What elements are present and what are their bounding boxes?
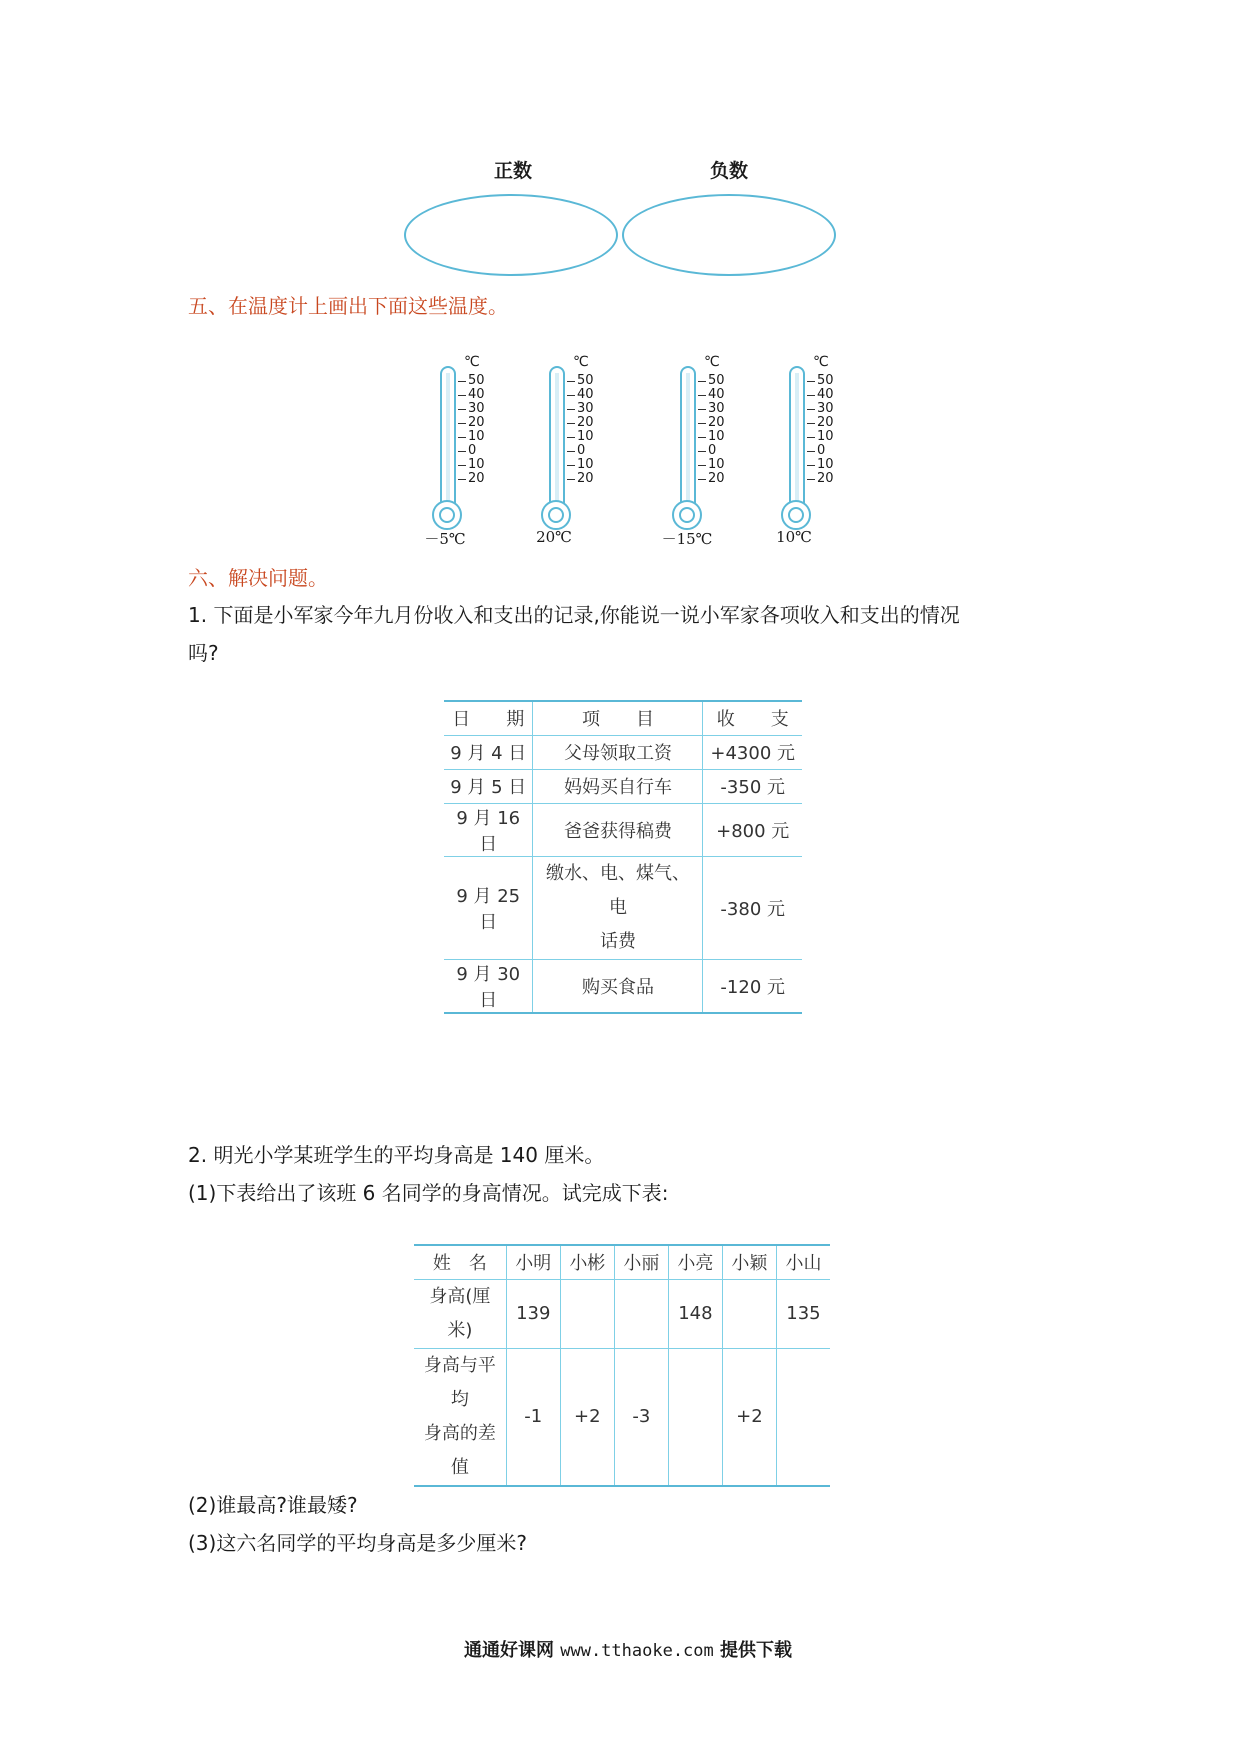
unit-label: ℃ [464,354,480,370]
header-name: 姓 名 [414,1245,506,1279]
diff-row: 身高与平 均 身高的差 值 -1 +2 -3 +2 [414,1348,830,1486]
unit-label: ℃ [813,354,829,370]
header-height: 身高(厘 米) [414,1279,506,1348]
header-diff: 身高与平 均 身高的差 值 [414,1348,506,1486]
footer-site-name: 通通好课网 [463,1640,554,1661]
thermometer-target-1: －5℃ [424,530,466,548]
footer [458,1636,798,1662]
thermometer-target-2: 20℃ [536,528,572,546]
question2-sub3: (3)这六名同学的平均身高是多少厘米? [188,1531,527,1555]
header-item: 项 目 [533,701,703,735]
thermometer-target-4: 10℃ [776,528,812,546]
thermometer-1[interactable]: ℃ 50 40 30 20 10 0 10 20 －5℃ [424,360,534,540]
negative-label: 负数 [710,160,749,182]
table-row: 9 月 25 日 缴水、电、煤气、电 话费 -380 元 [444,856,802,959]
thermometer-3[interactable]: ℃ 50 40 30 20 10 0 10 20 －15℃ [664,360,774,540]
positive-label: 正数 [494,160,533,182]
table-row: 9 月 4 日 父母领取工资 +4300 元 [444,735,802,769]
thermometer-2[interactable]: ℃ 50 40 30 20 10 0 10 20 20℃ [533,360,643,540]
table-row: 9 月 16 日 爸爸获得稿费 +800 元 [444,803,802,856]
table-row: 9 月 30 日 购买食品 -120 元 [444,959,802,1013]
table-row: 9 月 5 日 妈妈买自行车 -350 元 [444,769,802,803]
unit-label: ℃ [704,354,720,370]
header-date: 日 期 [444,701,533,735]
section6-title: 六、解决问题。 [188,566,328,590]
income-expense-table [444,700,802,1014]
footer-suffix: 提供下载 [720,1640,793,1661]
footer-url[interactable]: www.tthaoke.com [560,1641,714,1661]
thermometer-target-3: －15℃ [661,530,713,548]
height-row: 身高(厘 米) 139 148 135 [414,1279,830,1348]
header-amount: 收 支 [703,701,802,735]
question2-text: 2. 明光小学某班学生的平均身高是 140 厘米。 (1)下表给出了该班 6 名同学的身高情况。试完成下表: [188,1143,669,1205]
positive-oval[interactable] [404,194,618,276]
question2-sub2: (2)谁最高?谁最矮? [188,1493,358,1517]
height-table: 姓 名 小明 小彬 小丽 小亮 小颖 小山 身高(厘 米) 139 148 135 身高与平 均 身高的差 值 -1 +2 -3 +2 [414,1244,830,1487]
unit-label: ℃ [573,354,589,370]
section5-title: 五、在温度计上画出下面这些温度。 [188,294,508,318]
question1-text: 1. 下面是小军家今年九月份收入和支出的记录,你能说一说小军家各项收入和支出的情况 吗? [188,603,960,665]
thermometer-4[interactable]: ℃ 50 40 30 20 10 0 10 20 10℃ [773,360,883,540]
negative-oval[interactable] [622,194,836,276]
